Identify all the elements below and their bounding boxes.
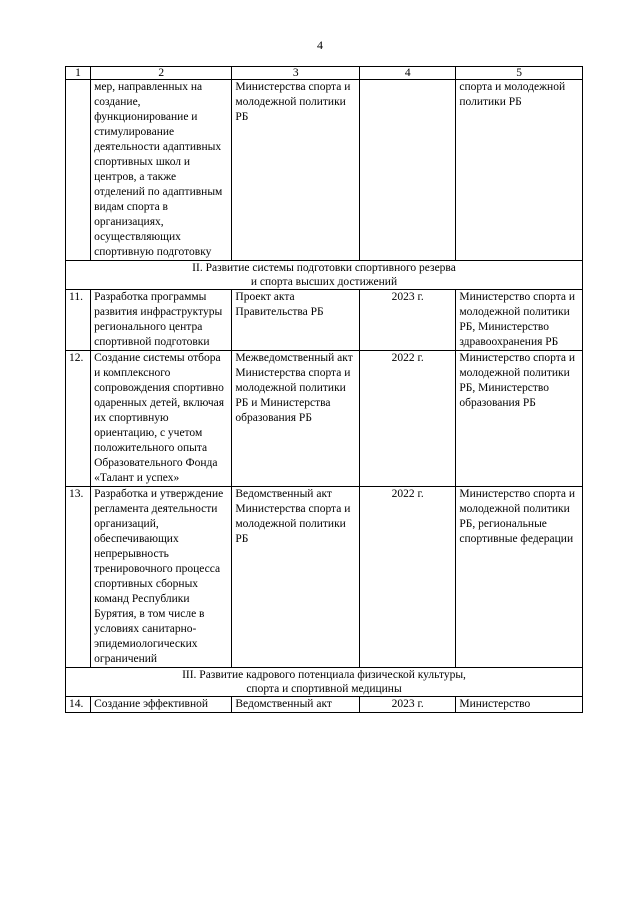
row-number: 11. xyxy=(66,290,91,351)
responsible-cell: спорта и молодежной политики РБ xyxy=(456,80,583,261)
table-row xyxy=(66,487,583,668)
table-row xyxy=(66,697,583,713)
document-type-cell: Проект акта Правительства РБ xyxy=(232,290,360,351)
measure-cell: Создание системы отбора и комплексного сопровождения спортивно одаренных детей, включая их спортивную ориентацию, с учетом положительного опыта Образовательного Фонда «Талант и успех» xyxy=(91,351,232,487)
document-type-cell: Ведомственный акт Министерства спорта и молодежной политики РБ xyxy=(232,487,360,668)
column-number-header xyxy=(66,67,583,80)
measure-cell: Разработка программы развития инфраструктуры регионального центра спортивной подготовки xyxy=(91,290,232,351)
section-heading-row xyxy=(66,261,583,290)
section-heading-line: и спорта высших достижений xyxy=(250,276,398,288)
header-cell-4: 4 xyxy=(360,67,456,80)
row-number xyxy=(66,80,91,261)
row-number: 14. xyxy=(66,697,91,713)
header-cell-5: 5 xyxy=(456,67,583,80)
section-heading-line: III. Развитие кадрового потенциала физической культуры, xyxy=(182,669,466,681)
section-heading-line: спорта и спортивной медицины xyxy=(246,683,402,695)
section-heading-row xyxy=(66,668,583,697)
document-type-cell: Ведомственный акт xyxy=(232,697,360,713)
deadline-cell xyxy=(360,80,456,261)
measure-cell: Разработка и утверждение регламента деятельности организаций, обеспечивающих непрерывность тренировочного процесса спортивных сборных команд Республики Бурятия, в том числе в условиях санитарно-эпидемиологических ограничений xyxy=(91,487,232,668)
row-number: 12. xyxy=(66,351,91,487)
responsible-cell: Министерство xyxy=(456,697,583,713)
measure-cell: мер, направленных на создание, функционирование и стимулирование деятельности адаптивных спортивных школ и центров, а также отделений по адаптивным видам спорта в организациях, осуществляющих спортивную подготовку xyxy=(91,80,232,261)
table-row xyxy=(66,80,583,261)
section-heading-line: II. Развитие системы подготовки спортивного резерва xyxy=(192,262,456,274)
deadline-cell: 2023 г. xyxy=(360,290,456,351)
page-number: 4 xyxy=(317,38,323,52)
deadline-cell: 2022 г. xyxy=(360,487,456,668)
header-cell-1: 1 xyxy=(66,67,91,80)
table-row xyxy=(66,351,583,487)
document-type-cell: Межведомственный акт Министерства спорта и молодежной политики РБ и Министерства образования РБ xyxy=(232,351,360,487)
deadline-cell: 2022 г. xyxy=(360,351,456,487)
measure-cell: Создание эффективной xyxy=(91,697,232,713)
section-heading xyxy=(66,261,583,290)
row-number: 13. xyxy=(66,487,91,668)
responsible-cell: Министерство спорта и молодежной политики РБ, региональные спортивные федерации xyxy=(456,487,583,668)
header-cell-2: 2 xyxy=(91,67,232,80)
header-cell-3: 3 xyxy=(232,67,360,80)
table-row xyxy=(66,290,583,351)
responsible-cell: Министерство спорта и молодежной политики РБ, Министерство образования РБ xyxy=(456,351,583,487)
deadline-cell: 2023 г. xyxy=(360,697,456,713)
responsible-cell: Министерство спорта и молодежной политики РБ, Министерство здравоохранения РБ xyxy=(456,290,583,351)
document-type-cell: Министерства спорта и молодежной политики РБ xyxy=(232,80,360,261)
measures-table xyxy=(65,66,583,713)
section-heading xyxy=(66,668,583,697)
